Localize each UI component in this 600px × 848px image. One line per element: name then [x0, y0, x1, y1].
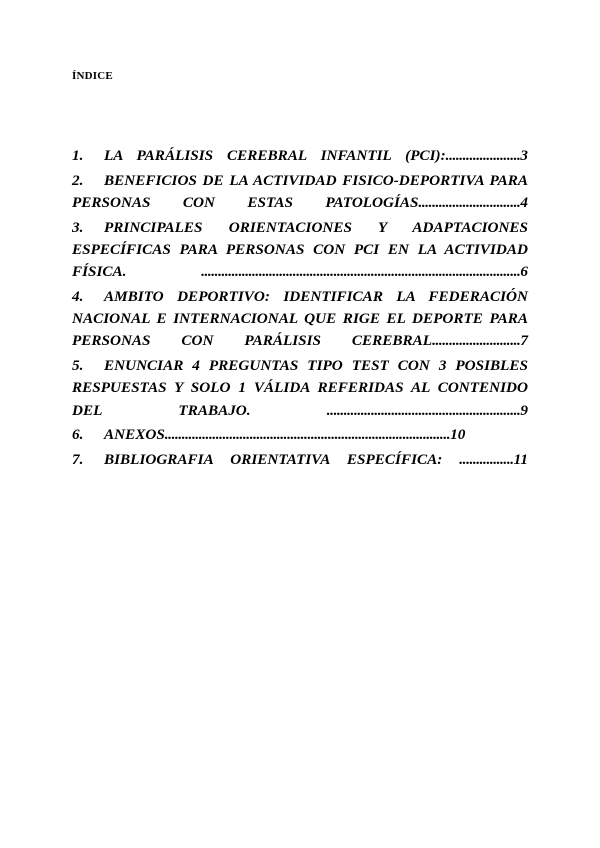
page-title: ÍNDICE — [72, 70, 113, 82]
toc-entry-page: 10 — [450, 426, 466, 444]
toc-entry-title: ANEXOS — [104, 426, 165, 444]
toc-entry-page: 9 — [520, 401, 528, 419]
table-of-contents — [72, 145, 528, 474]
toc-leader-dots: .......................... — [432, 332, 521, 350]
toc-entry-number: 1. — [72, 147, 84, 164]
toc-entry-title: LA PARÁLISIS CEREBRAL INFANTIL (PCI): — [104, 147, 446, 164]
toc-entry-page: 11 — [513, 451, 528, 469]
toc-entry-page: 6 — [520, 263, 528, 281]
toc-entry-number: 3. — [72, 218, 84, 236]
toc-entry-page: 3 — [520, 147, 528, 164]
toc-entry-number: 7. — [72, 451, 84, 469]
toc-leader-dots: .................................................................................... — [164, 426, 451, 444]
toc-entry-7[interactable] — [72, 449, 528, 471]
toc-leader-dots: ......................................................... — [250, 401, 521, 419]
toc-entry-4[interactable] — [72, 286, 528, 353]
toc-entry-title: BIBLIOGRAFIA ORIENTATIVA ESPECÍFICA: — [104, 451, 443, 469]
toc-entry-number: 4. — [72, 288, 84, 305]
toc-entry-title: PRINCIPALES ORIENTACIONES Y ADAPTACIONES ESPECÍFICAS PARA PERSONAS CON PCI EN LA ACTIVIDAD FÍSICA. — [72, 218, 528, 281]
toc-entry-page: 4 — [520, 194, 528, 211]
toc-entry-page: 7 — [520, 332, 528, 350]
toc-entry-title: ENUNCIAR 4 PREGUNTAS TIPO TEST CON 3 POSIBLES RESPUESTAS Y SOLO 1 VÁLIDA REFERIDAS AL CONTENIDO DEL TRABAJO. — [72, 357, 528, 419]
toc-entry-5[interactable] — [72, 355, 528, 422]
toc-entry-title: AMBITO DEPORTIVO: IDENTIFICAR LA FEDERACIÓN NACIONAL E INTERNACIONAL QUE RIGE EL DEPORTE PARA PERSONAS CON PARÁLISIS CEREBRAL — [72, 288, 528, 350]
toc-entry-1[interactable] — [72, 145, 528, 167]
toc-leader-dots: ................ — [442, 451, 514, 469]
toc-leader-dots: .............................. — [418, 194, 521, 211]
toc-entry-number: 5. — [72, 357, 84, 375]
toc-entry-number: 2. — [72, 171, 84, 189]
toc-leader-dots: .............................................................................................. — [126, 263, 521, 281]
toc-entry-title: BENEFICIOS DE LA ACTIVIDAD FISICO-DEPORTIVA PARA PERSONAS CON ESTAS PATOLOGÍAS — [72, 171, 528, 211]
toc-entry-number: 6. — [72, 426, 84, 444]
toc-entry-6[interactable] — [72, 424, 528, 446]
toc-leader-dots: ...................... — [445, 147, 521, 164]
toc-entry-3[interactable] — [72, 217, 528, 284]
toc-entry-2[interactable] — [72, 170, 528, 214]
